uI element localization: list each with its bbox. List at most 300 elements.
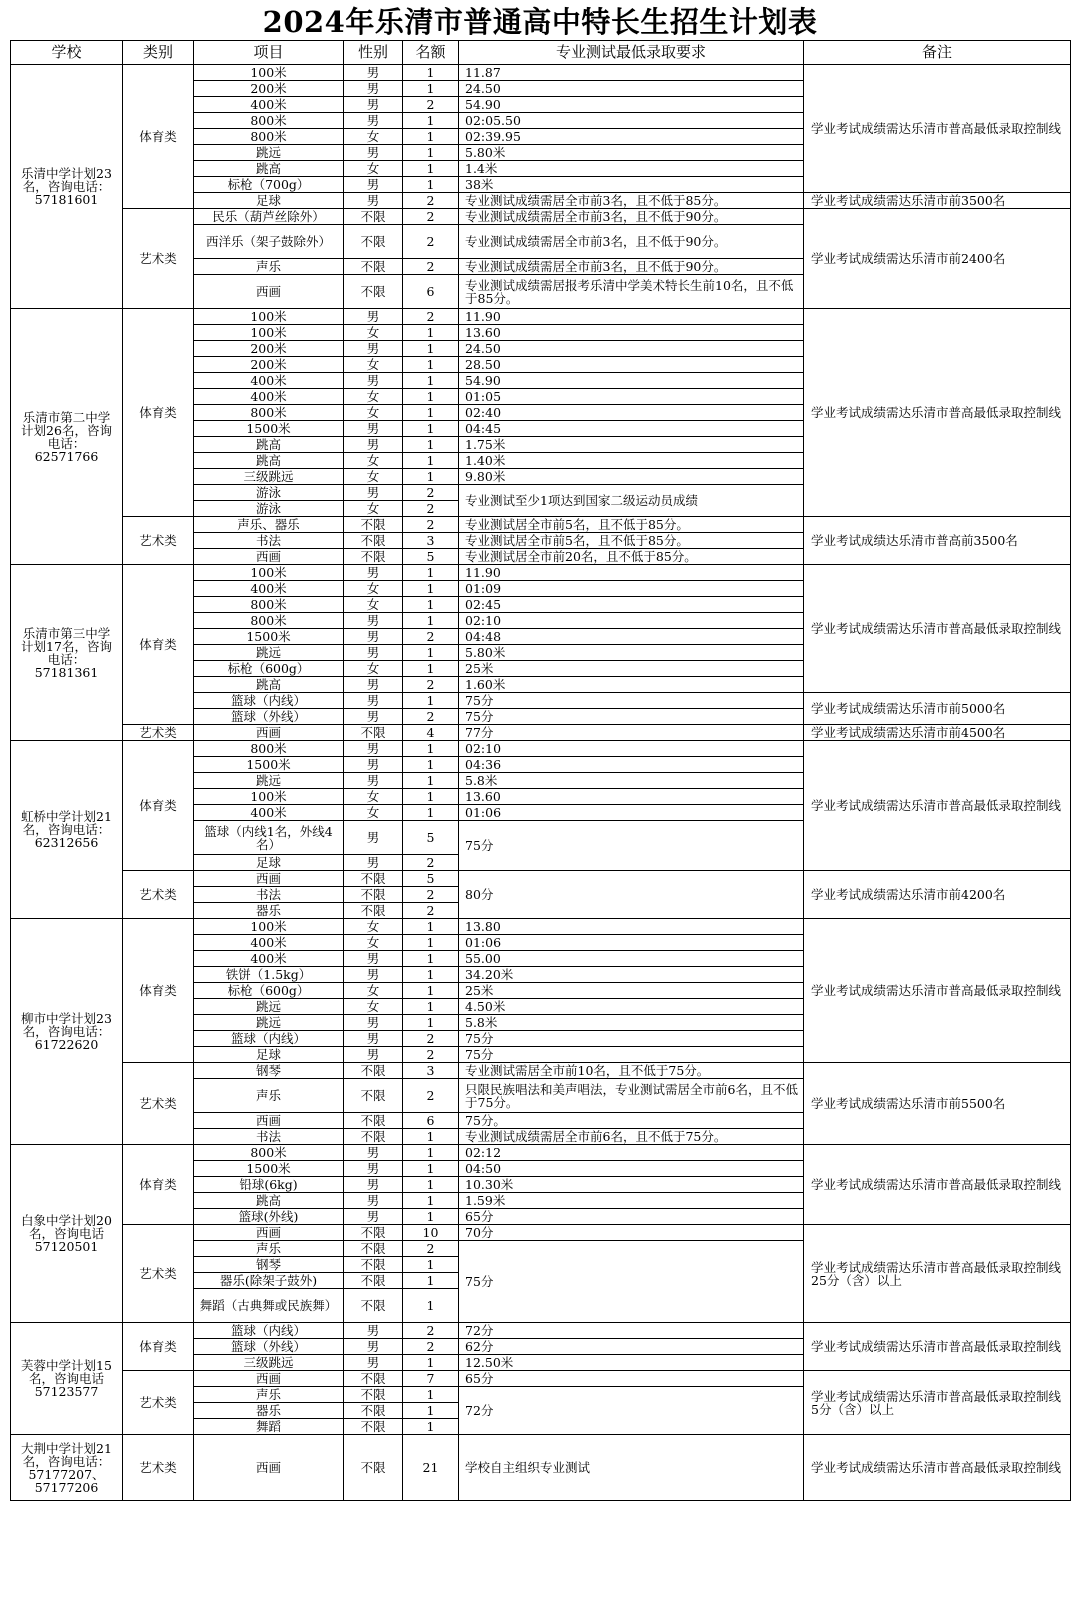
- gender-cell: 男: [344, 421, 403, 437]
- gender-cell: 男: [344, 373, 403, 389]
- remark-cell: 学业考试成绩需达乐清市普高最低录取控制线: [804, 1145, 1071, 1225]
- gender-cell: 不限: [344, 1403, 403, 1419]
- gender-cell: 不限: [344, 903, 403, 919]
- requirement-cell: 72分: [459, 1387, 804, 1435]
- requirement-cell: 学校自主组织专业测试: [459, 1435, 804, 1501]
- quota-cell: 1: [403, 389, 459, 405]
- header-category: 类别: [123, 41, 194, 65]
- gender-cell: 男: [344, 341, 403, 357]
- requirement-cell: 02:10: [459, 741, 804, 757]
- school-name: 乐清中学计划23名，咨询电话：57181601: [11, 65, 123, 309]
- requirement-cell: 专业测试居全市前20名，且不低于85分。: [459, 549, 804, 565]
- category-cell: 艺术类: [123, 725, 194, 741]
- quota-cell: 1: [403, 145, 459, 161]
- quota-cell: 1: [403, 935, 459, 951]
- gender-cell: 不限: [344, 517, 403, 533]
- requirement-cell: 只限民族唱法和美声唱法，专业测试需居全市前6名，且不低于75分。: [459, 1079, 804, 1113]
- item-cell: 篮球（内线）: [194, 1031, 344, 1047]
- quota-cell: 2: [403, 225, 459, 259]
- gender-cell: 女: [344, 935, 403, 951]
- item-cell: 800米: [194, 113, 344, 129]
- quota-cell: 1: [403, 81, 459, 97]
- category-cell: 体育类: [123, 65, 194, 209]
- gender-cell: 女: [344, 453, 403, 469]
- item-cell: 篮球（内线1名，外线4名）: [194, 821, 344, 855]
- quota-cell: 1: [403, 951, 459, 967]
- enrollment-plan-table: [10, 40, 1071, 1501]
- requirement-cell: 62分: [459, 1339, 804, 1355]
- item-cell: 200米: [194, 341, 344, 357]
- item-cell: 800米: [194, 741, 344, 757]
- item-cell: 800米: [194, 597, 344, 613]
- requirement-cell: 65分: [459, 1371, 804, 1387]
- gender-cell: 男: [344, 1047, 403, 1063]
- header-gender: 性别: [344, 41, 403, 65]
- item-cell: 400米: [194, 389, 344, 405]
- item-cell: 标枪（700g）: [194, 177, 344, 193]
- quota-cell: 1: [403, 1419, 459, 1435]
- requirement-cell: 72分: [459, 1323, 804, 1339]
- quota-cell: 1: [403, 161, 459, 177]
- gender-cell: 不限: [344, 1273, 403, 1289]
- gender-cell: 不限: [344, 887, 403, 903]
- gender-cell: 男: [344, 757, 403, 773]
- item-cell: 跳远: [194, 773, 344, 789]
- school-name: 乐清市第二中学计划26名，咨询电话：62571766: [11, 309, 123, 565]
- quota-cell: 1: [403, 999, 459, 1015]
- requirement-cell: 专业测试成绩需居全市前3名，且不低于90分。: [459, 209, 804, 225]
- requirement-cell: 专业测试居全市前5名，且不低于85分。: [459, 517, 804, 533]
- gender-cell: 男: [344, 967, 403, 983]
- gender-cell: 不限: [344, 549, 403, 565]
- gender-cell: 男: [344, 645, 403, 661]
- table-row: [11, 741, 1071, 757]
- item-cell: 声乐: [194, 1241, 344, 1257]
- remark-cell: 学业考试成绩需达乐清市前2400名: [804, 209, 1071, 309]
- item-cell: 西画: [194, 275, 344, 309]
- requirement-cell: 11.90: [459, 565, 804, 581]
- item-cell: 跳远: [194, 645, 344, 661]
- gender-cell: 女: [344, 469, 403, 485]
- gender-cell: 不限: [344, 871, 403, 887]
- quota-cell: 1: [403, 177, 459, 193]
- category-cell: 艺术类: [123, 209, 194, 309]
- gender-cell: 女: [344, 405, 403, 421]
- quota-cell: 2: [403, 309, 459, 325]
- quota-cell: 1: [403, 469, 459, 485]
- quota-cell: 3: [403, 533, 459, 549]
- table-row: [11, 309, 1071, 325]
- item-cell: 篮球（外线）: [194, 1339, 344, 1355]
- gender-cell: 男: [344, 773, 403, 789]
- header-remark: 备注: [804, 41, 1071, 65]
- quota-cell: 1: [403, 693, 459, 709]
- gender-cell: 女: [344, 501, 403, 517]
- requirement-cell: 34.20米: [459, 967, 804, 983]
- remark-cell: 学业考试成绩需达乐清市前4200名: [804, 871, 1071, 919]
- quota-cell: 3: [403, 1063, 459, 1079]
- gender-cell: 男: [344, 177, 403, 193]
- category-cell: 艺术类: [123, 1435, 194, 1501]
- requirement-cell: 11.90: [459, 309, 804, 325]
- quota-cell: 1: [403, 773, 459, 789]
- requirement-cell: 25米: [459, 661, 804, 677]
- requirement-cell: 75分: [459, 1047, 804, 1063]
- table-row: [11, 725, 1071, 741]
- item-cell: 篮球(外线): [194, 1209, 344, 1225]
- header-school: 学校: [11, 41, 123, 65]
- item-cell: 800米: [194, 613, 344, 629]
- requirement-cell: 02:45: [459, 597, 804, 613]
- requirement-cell: 5.8米: [459, 1015, 804, 1031]
- table-row: [11, 65, 1071, 81]
- table-row: [11, 1435, 1071, 1501]
- requirement-cell: 1.59米: [459, 1193, 804, 1209]
- item-cell: 跳高: [194, 677, 344, 693]
- gender-cell: 男: [344, 81, 403, 97]
- requirement-cell: 专业测试成绩需居全市前3名，且不低于85分。: [459, 193, 804, 209]
- gender-cell: 男: [344, 709, 403, 725]
- requirement-cell: 04:45: [459, 421, 804, 437]
- quota-cell: 1: [403, 741, 459, 757]
- gender-cell: 男: [344, 97, 403, 113]
- item-cell: 游泳: [194, 501, 344, 517]
- table-row: [11, 209, 1071, 225]
- quota-cell: 2: [403, 259, 459, 275]
- gender-cell: 男: [344, 1339, 403, 1355]
- gender-cell: 女: [344, 999, 403, 1015]
- school-name: 大荆中学计划21名，咨询电话：57177207、57177206: [11, 1435, 123, 1501]
- item-cell: 1500米: [194, 757, 344, 773]
- gender-cell: 男: [344, 485, 403, 501]
- header-requirement: 专业测试最低录取要求: [459, 41, 804, 65]
- requirement-cell: 02:12: [459, 1145, 804, 1161]
- gender-cell: 不限: [344, 259, 403, 275]
- item-cell: 舞蹈（古典舞或民族舞）: [194, 1289, 344, 1323]
- category-cell: 体育类: [123, 565, 194, 725]
- gender-cell: 不限: [344, 1079, 403, 1113]
- requirement-cell: 38米: [459, 177, 804, 193]
- requirement-cell: 04:36: [459, 757, 804, 773]
- item-cell: 西画: [194, 871, 344, 887]
- remark-cell: 学业考试成绩需达乐清市普高最低录取控制线: [804, 741, 1071, 871]
- gender-cell: 男: [344, 437, 403, 453]
- quota-cell: 2: [403, 501, 459, 517]
- quota-cell: 2: [403, 1079, 459, 1113]
- gender-cell: 女: [344, 325, 403, 341]
- item-cell: 钢琴: [194, 1063, 344, 1079]
- table-row: [11, 919, 1071, 935]
- item-cell: 跳高: [194, 161, 344, 177]
- school-name: 芙蓉中学计划15名，咨询电话57123577: [11, 1323, 123, 1435]
- requirement-cell: 01:05: [459, 389, 804, 405]
- quota-cell: 1: [403, 437, 459, 453]
- requirement-cell: 11.87: [459, 65, 804, 81]
- item-cell: 西画: [194, 1225, 344, 1241]
- requirement-cell: 5.80米: [459, 645, 804, 661]
- requirement-cell: 9.80米: [459, 469, 804, 485]
- school-name: 虹桥中学计划21名，咨询电话：62312656: [11, 741, 123, 919]
- quota-cell: 1: [403, 581, 459, 597]
- remark-cell: 学业考试成绩达乐清市普高前3500名: [804, 517, 1071, 565]
- item-cell: 西画: [194, 1435, 344, 1501]
- requirement-cell: 13.60: [459, 789, 804, 805]
- quota-cell: 2: [403, 629, 459, 645]
- gender-cell: 女: [344, 597, 403, 613]
- remark-cell: 学业考试成绩需达乐清市前5000名: [804, 693, 1071, 725]
- gender-cell: 男: [344, 1161, 403, 1177]
- gender-cell: 不限: [344, 1435, 403, 1501]
- gender-cell: 不限: [344, 275, 403, 309]
- table-row: [11, 871, 1071, 887]
- quota-cell: 1: [403, 325, 459, 341]
- quota-cell: 1: [403, 1355, 459, 1371]
- category-cell: 体育类: [123, 741, 194, 871]
- quota-cell: 5: [403, 549, 459, 565]
- requirement-cell: 65分: [459, 1209, 804, 1225]
- gender-cell: 不限: [344, 1419, 403, 1435]
- item-cell: 铅球(6kg): [194, 1177, 344, 1193]
- quota-cell: 1: [403, 453, 459, 469]
- gender-cell: 不限: [344, 725, 403, 741]
- quota-cell: 1: [403, 1257, 459, 1273]
- quota-cell: 1: [403, 1273, 459, 1289]
- gender-cell: 不限: [344, 1289, 403, 1323]
- quota-cell: 1: [403, 1015, 459, 1031]
- quota-cell: 2: [403, 1031, 459, 1047]
- quota-cell: 2: [403, 1323, 459, 1339]
- gender-cell: 男: [344, 565, 403, 581]
- gender-cell: 不限: [344, 1371, 403, 1387]
- item-cell: 足球: [194, 193, 344, 209]
- quota-cell: 1: [403, 373, 459, 389]
- gender-cell: 不限: [344, 1225, 403, 1241]
- quota-cell: 1: [403, 1177, 459, 1193]
- requirement-cell: 55.00: [459, 951, 804, 967]
- gender-cell: 不限: [344, 1241, 403, 1257]
- quota-cell: 1: [403, 645, 459, 661]
- requirement-cell: 75分: [459, 821, 804, 871]
- quota-cell: 1: [403, 421, 459, 437]
- remark-cell: 学业考试成绩需达乐清市普高最低录取控制线: [804, 1435, 1071, 1501]
- item-cell: 400米: [194, 805, 344, 821]
- remark-cell: 学业考试成绩需达乐清市前4500名: [804, 725, 1071, 741]
- remark-cell: 学业考试成绩需达乐清市普高最低录取控制线: [804, 65, 1071, 193]
- item-cell: 器乐: [194, 903, 344, 919]
- requirement-cell: 12.50米: [459, 1355, 804, 1371]
- category-cell: 体育类: [123, 1145, 194, 1225]
- category-cell: 体育类: [123, 1323, 194, 1371]
- requirement-cell: 专业测试成绩需居全市前3名，且不低于90分。: [459, 225, 804, 259]
- item-cell: 100米: [194, 789, 344, 805]
- quota-cell: 7: [403, 1371, 459, 1387]
- quota-cell: 2: [403, 1339, 459, 1355]
- item-cell: 书法: [194, 533, 344, 549]
- requirement-cell: 4.50米: [459, 999, 804, 1015]
- gender-cell: 男: [344, 951, 403, 967]
- quota-cell: 1: [403, 357, 459, 373]
- gender-cell: 男: [344, 1355, 403, 1371]
- quota-cell: 1: [403, 1193, 459, 1209]
- gender-cell: 女: [344, 581, 403, 597]
- quota-cell: 1: [403, 597, 459, 613]
- gender-cell: 男: [344, 1145, 403, 1161]
- requirement-cell: 75分。: [459, 1113, 804, 1129]
- page-title: 2024年乐清市普通高中特长生招生计划表: [262, 5, 818, 39]
- quota-cell: 1: [403, 1403, 459, 1419]
- item-cell: 400米: [194, 581, 344, 597]
- item-cell: 400米: [194, 373, 344, 389]
- gender-cell: 男: [344, 1031, 403, 1047]
- requirement-cell: 24.50: [459, 341, 804, 357]
- category-cell: 艺术类: [123, 871, 194, 919]
- requirement-cell: 专业测试居全市前5名，且不低于85分。: [459, 533, 804, 549]
- item-cell: 西洋乐（架子鼓除外）: [194, 225, 344, 259]
- remark-cell: 学业考试成绩需达乐清市前5500名: [804, 1063, 1071, 1145]
- table-row: [11, 1063, 1071, 1079]
- item-cell: 篮球（外线）: [194, 709, 344, 725]
- quota-cell: 1: [403, 919, 459, 935]
- gender-cell: 男: [344, 693, 403, 709]
- item-cell: 100米: [194, 325, 344, 341]
- item-cell: 100米: [194, 65, 344, 81]
- item-cell: 声乐: [194, 259, 344, 275]
- requirement-cell: 75分: [459, 1031, 804, 1047]
- category-cell: 艺术类: [123, 1063, 194, 1145]
- quota-cell: 1: [403, 1161, 459, 1177]
- quota-cell: 10: [403, 1225, 459, 1241]
- item-cell: 西画: [194, 549, 344, 565]
- table-row: [11, 1371, 1071, 1387]
- header-quota: 名额: [403, 41, 459, 65]
- quota-cell: 2: [403, 193, 459, 209]
- item-cell: 书法: [194, 1129, 344, 1145]
- item-cell: 西画: [194, 1371, 344, 1387]
- item-cell: 1500米: [194, 629, 344, 645]
- remark-cell: 学业考试成绩需达乐清市普高最低录取控制线: [804, 1323, 1071, 1371]
- requirement-cell: 02:10: [459, 613, 804, 629]
- quota-cell: 4: [403, 725, 459, 741]
- item-cell: 声乐、器乐: [194, 517, 344, 533]
- header-item: 项目: [194, 41, 344, 65]
- quota-cell: 1: [403, 565, 459, 581]
- item-cell: 三级跳远: [194, 1355, 344, 1371]
- quota-cell: 2: [403, 677, 459, 693]
- gender-cell: 不限: [344, 225, 403, 259]
- quota-cell: 1: [403, 757, 459, 773]
- gender-cell: 女: [344, 983, 403, 999]
- quota-cell: 1: [403, 1387, 459, 1403]
- requirement-cell: 01:06: [459, 935, 804, 951]
- gender-cell: 女: [344, 805, 403, 821]
- requirement-cell: 25米: [459, 983, 804, 999]
- category-cell: 体育类: [123, 309, 194, 517]
- quota-cell: 2: [403, 1241, 459, 1257]
- item-cell: 跳远: [194, 999, 344, 1015]
- quota-cell: 2: [403, 485, 459, 501]
- quota-cell: 1: [403, 1209, 459, 1225]
- gender-cell: 男: [344, 145, 403, 161]
- item-cell: 200米: [194, 357, 344, 373]
- requirement-cell: 70分: [459, 1225, 804, 1241]
- gender-cell: 男: [344, 855, 403, 871]
- quota-cell: 2: [403, 709, 459, 725]
- requirement-cell: 04:48: [459, 629, 804, 645]
- remark-cell: 学业考试成绩需达乐清市普高最低录取控制线: [804, 919, 1071, 1063]
- quota-cell: 1: [403, 967, 459, 983]
- quota-cell: 1: [403, 341, 459, 357]
- quota-cell: 1: [403, 613, 459, 629]
- gender-cell: 不限: [344, 533, 403, 549]
- quota-cell: 2: [403, 887, 459, 903]
- gender-cell: 男: [344, 193, 403, 209]
- requirement-cell: 75分: [459, 693, 804, 709]
- gender-cell: 男: [344, 629, 403, 645]
- quota-cell: 2: [403, 209, 459, 225]
- item-cell: 篮球（内线）: [194, 1323, 344, 1339]
- gender-cell: 男: [344, 741, 403, 757]
- gender-cell: 男: [344, 1323, 403, 1339]
- requirement-cell: 5.8米: [459, 773, 804, 789]
- requirement-cell: 75分: [459, 1241, 804, 1323]
- item-cell: 声乐: [194, 1079, 344, 1113]
- quota-cell: 1: [403, 65, 459, 81]
- requirement-cell: 13.60: [459, 325, 804, 341]
- requirement-cell: 专业测试成绩需居全市前3名，且不低于90分。: [459, 259, 804, 275]
- requirement-cell: 专业测试成绩需居全市前6名，且不低于75分。: [459, 1129, 804, 1145]
- requirement-cell: 专业测试成绩需居报考乐清中学美术特长生前10名，且不低于85分。: [459, 275, 804, 309]
- quota-cell: 1: [403, 113, 459, 129]
- item-cell: 800米: [194, 405, 344, 421]
- requirement-cell: 专业测试需居全市前10名，且不低于75分。: [459, 1063, 804, 1079]
- gender-cell: 女: [344, 919, 403, 935]
- requirement-cell: 77分: [459, 725, 804, 741]
- gender-cell: 男: [344, 613, 403, 629]
- quota-cell: 5: [403, 821, 459, 855]
- item-cell: 三级跳远: [194, 469, 344, 485]
- remark-cell: 学业考试成绩需达乐清市前3500名: [804, 193, 1071, 209]
- item-cell: 书法: [194, 887, 344, 903]
- remark-cell: 学业考试成绩需达乐清市普高最低录取控制线: [804, 309, 1071, 517]
- quota-cell: 1: [403, 129, 459, 145]
- requirement-cell: 80分: [459, 871, 804, 919]
- gender-cell: 不限: [344, 1387, 403, 1403]
- item-cell: 标枪（600g）: [194, 661, 344, 677]
- item-cell: 足球: [194, 1047, 344, 1063]
- item-cell: 西画: [194, 725, 344, 741]
- requirement-cell: 01:06: [459, 805, 804, 821]
- quota-cell: 1: [403, 405, 459, 421]
- item-cell: 800米: [194, 129, 344, 145]
- requirement-cell: 1.4米: [459, 161, 804, 177]
- quota-cell: 1: [403, 789, 459, 805]
- item-cell: 钢琴: [194, 1257, 344, 1273]
- item-cell: 篮球（内线）: [194, 693, 344, 709]
- table-row: [11, 1225, 1071, 1241]
- gender-cell: 男: [344, 65, 403, 81]
- item-cell: 游泳: [194, 485, 344, 501]
- requirement-cell: 24.50: [459, 81, 804, 97]
- quota-cell: 2: [403, 1047, 459, 1063]
- requirement-cell: 01:09: [459, 581, 804, 597]
- item-cell: 跳远: [194, 1015, 344, 1031]
- item-cell: 200米: [194, 81, 344, 97]
- item-cell: 跳远: [194, 145, 344, 161]
- gender-cell: 男: [344, 1015, 403, 1031]
- remark-cell: 学业考试成绩需达乐清市普高最低录取控制线: [804, 565, 1071, 693]
- item-cell: 跳高: [194, 453, 344, 469]
- requirement-cell: 10.30米: [459, 1177, 804, 1193]
